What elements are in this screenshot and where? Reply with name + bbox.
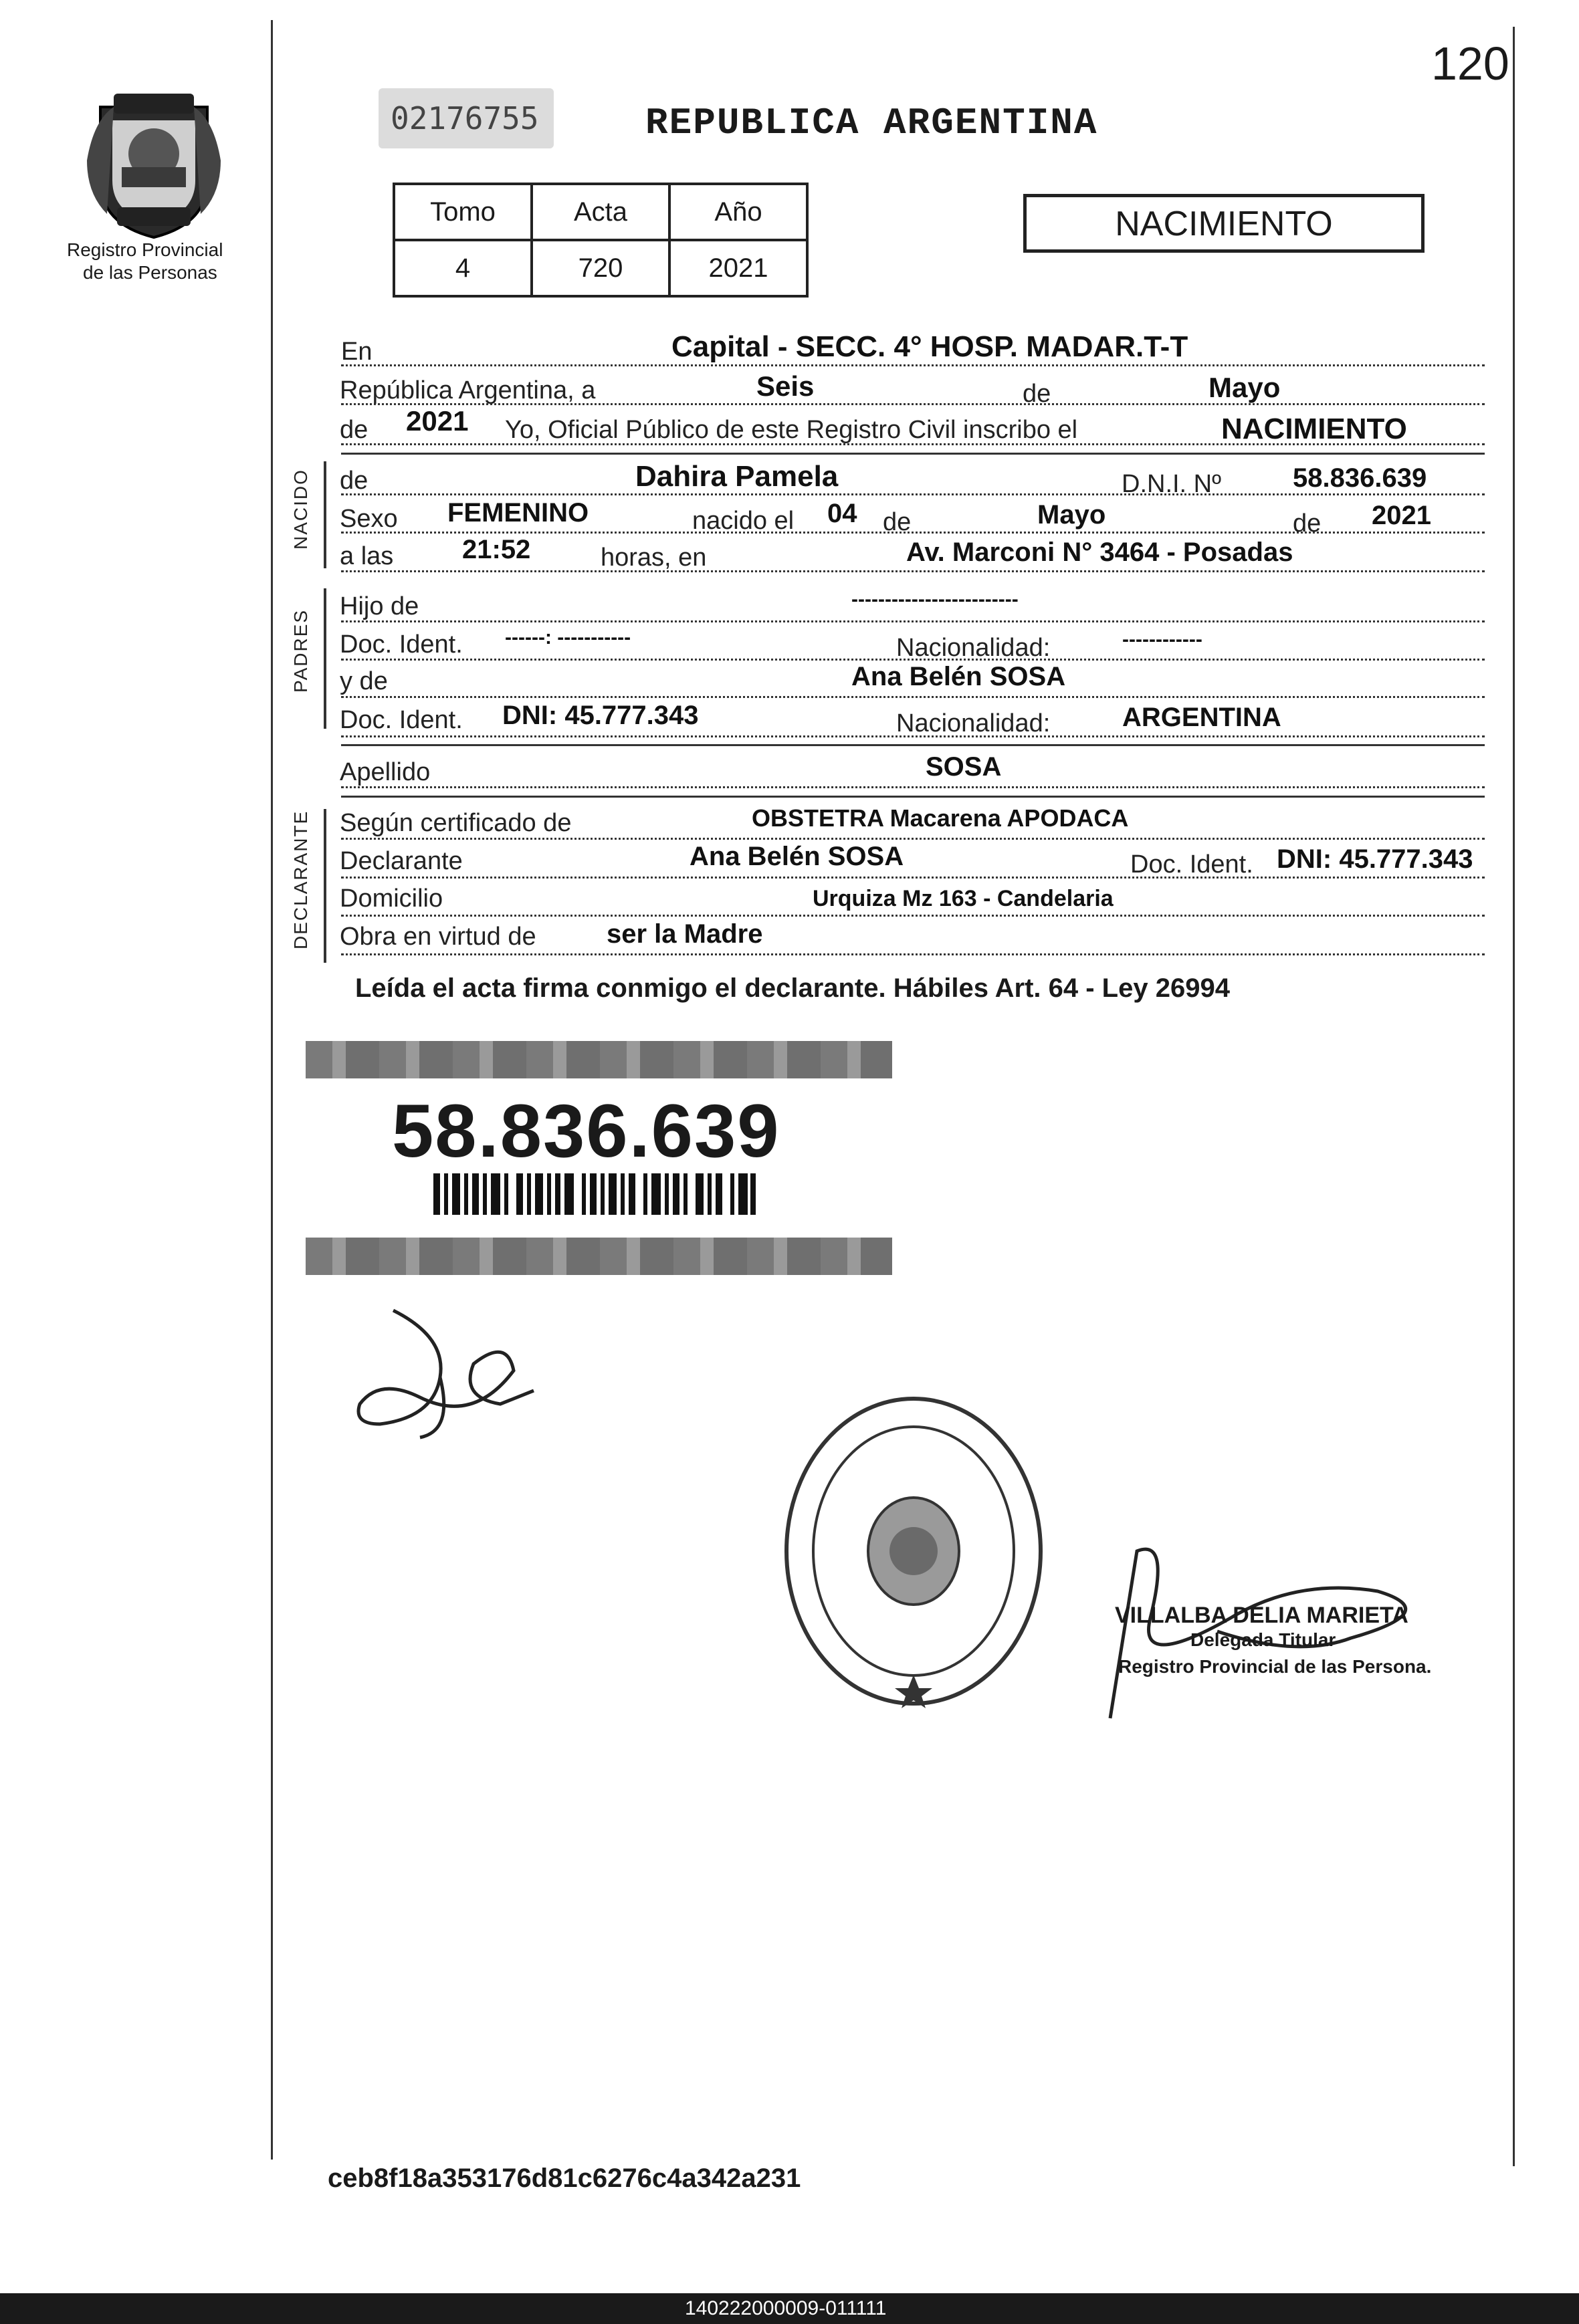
apellido-value: SOSA xyxy=(926,752,1002,782)
stamp-inner-text xyxy=(0,0,1,1)
registry-header-tomo: Tomo xyxy=(394,184,532,240)
en-value: Capital - SECC. 4° HOSP. MADAR.T-T xyxy=(671,330,1188,363)
obra-label: Obra en virtud de xyxy=(340,923,536,951)
act-type-box xyxy=(1023,194,1425,253)
cert-value: OBSTETRA Macarena APODACA xyxy=(752,804,1129,832)
madre-nombre: Ana Belén SOSA xyxy=(851,662,1066,691)
horas-label: horas, en xyxy=(601,544,707,572)
padre-nac: ------------ xyxy=(1122,628,1202,651)
page-number: 120 xyxy=(1431,37,1509,90)
anio-value: 2021 xyxy=(406,405,469,437)
barcode xyxy=(433,1173,756,1215)
registry-table xyxy=(393,183,809,298)
dia-value: Seis xyxy=(756,370,815,402)
registry-header-anio: Año xyxy=(669,184,807,240)
nacido-row3-line xyxy=(341,570,1485,572)
delegation-stamp xyxy=(781,1394,1046,1708)
decl-nombre: Ana Belén SOSA xyxy=(690,842,904,871)
dni-label: D.N.I. Nº xyxy=(1122,470,1221,498)
registry-value-acta: 720 xyxy=(532,240,669,296)
signature-icon xyxy=(340,1297,554,1451)
en-label: En xyxy=(341,338,373,366)
declarante-section-label: DECLARANTE xyxy=(290,810,311,949)
right-margin-line xyxy=(1513,27,1515,2166)
sticker-band-bottom xyxy=(306,1238,892,1275)
yde-label: y de xyxy=(340,667,388,695)
sexo-value: FEMENINO xyxy=(447,498,589,528)
padre-doc-label: Doc. Ident. xyxy=(340,630,463,659)
barcode-icon xyxy=(433,1173,756,1215)
nacido-bar xyxy=(324,461,326,568)
decl-doc-label: Doc. Ident. xyxy=(1130,850,1253,879)
row-en-line xyxy=(341,364,1485,366)
stamp-icon xyxy=(781,1394,1046,1708)
registry-value-tomo: 4 xyxy=(394,240,532,296)
de-label: de xyxy=(1023,380,1051,408)
sexo-label: Sexo xyxy=(340,505,398,533)
serial-number xyxy=(379,88,554,148)
nacido-mes: Mayo xyxy=(1037,500,1106,530)
republica-label: República Argentina, a xyxy=(340,376,596,404)
alas-label: a las xyxy=(340,542,394,570)
logo-caption-1: Registro Provincial xyxy=(67,239,223,260)
domicilio-value: Urquiza Mz 163 - Candelaria xyxy=(813,886,1114,911)
footer-code: 140222000009-011111 xyxy=(685,2297,887,2319)
nacido-dni: 58.836.639 xyxy=(1293,463,1427,493)
page-title: REPUBLICA ARGENTINA xyxy=(645,102,1098,144)
nacido-de-label-2: de xyxy=(883,508,912,536)
decl-row2-line xyxy=(341,877,1485,879)
acto-value: NACIMIENTO xyxy=(1221,413,1407,445)
declarante-bar xyxy=(324,809,326,963)
dni-sticker-number: 58.836.639 xyxy=(392,1089,780,1173)
hijo-label: Hijo de xyxy=(340,592,419,620)
padre-nac-label: Nacionalidad: xyxy=(896,634,1051,662)
nacido-lugar: Av. Marconi N° 3464 - Posadas xyxy=(906,538,1293,567)
decl-row1-line xyxy=(341,838,1485,840)
madre-doc-label: Doc. Ident. xyxy=(340,706,463,734)
decl-doc: DNI: 45.777.343 xyxy=(1277,844,1473,874)
padre-doc: ------: ----------- xyxy=(505,626,631,649)
signatory-office: Registro Provincial de las Persona. xyxy=(1118,1656,1432,1677)
signatory-name: VILLALBA DELIA MARIETA xyxy=(1115,1603,1408,1628)
dom-label: Domicilio xyxy=(340,885,443,913)
mes-value: Mayo xyxy=(1208,372,1281,403)
apellido-line xyxy=(341,786,1485,788)
nacido-hora: 21:52 xyxy=(462,535,531,564)
signatory-role: Delegada Titular xyxy=(1190,1629,1336,1650)
apellido-label: Apellido xyxy=(340,758,431,786)
header-divider xyxy=(341,453,1485,455)
decl-row3-line xyxy=(341,915,1485,917)
act-type-label: NACIMIENTO xyxy=(1115,205,1333,243)
padres-row1-line xyxy=(341,620,1485,622)
decl-row4-line xyxy=(341,953,1485,955)
padres-row3-line xyxy=(341,696,1485,698)
footer-bar xyxy=(0,2293,1579,2324)
serial-text: 02176755 xyxy=(391,100,539,136)
nacido-row1-line xyxy=(341,493,1485,495)
sticker-band-top xyxy=(306,1041,892,1078)
madre-nac: ARGENTINA xyxy=(1122,703,1281,732)
logo-caption-2: de las Personas xyxy=(83,262,217,283)
nacido-dia: 04 xyxy=(827,499,857,528)
registry-value-anio: 2021 xyxy=(669,240,807,296)
obra-value: ser la Madre xyxy=(607,919,763,949)
oficial-label: Yo, Oficial Público de este Registro Civil inscribo el xyxy=(505,416,1078,444)
registry-header-acta: Acta xyxy=(532,184,669,240)
nacido-section-label: NACIDO xyxy=(290,469,311,550)
madre-nac-label: Nacionalidad: xyxy=(896,709,1051,737)
padres-bar xyxy=(324,588,326,729)
madre-doc: DNI: 45.777.343 xyxy=(502,701,699,730)
apellido-divider xyxy=(341,796,1485,798)
padres-section-label: PADRES xyxy=(290,608,311,693)
de2-label: de xyxy=(340,416,369,444)
nacido-el-label: nacido el xyxy=(692,507,795,535)
document-hash: ceb8f18a353176d81c6276c4a342a231 xyxy=(328,2164,801,2193)
misiones-seal-icon xyxy=(80,80,227,241)
official-signature xyxy=(340,1297,554,1451)
padre-nombre: ------------------------- xyxy=(851,588,1019,610)
left-margin-line xyxy=(271,20,273,2160)
nacido-name: Dahira Pamela xyxy=(635,460,839,493)
nacido-anio: 2021 xyxy=(1372,501,1431,530)
nacido-de-label: de xyxy=(340,467,369,495)
padres-divider xyxy=(341,744,1485,746)
cert-label: Según certificado de xyxy=(340,809,572,837)
nacido-de-label-3: de xyxy=(1293,509,1322,538)
province-logo xyxy=(80,80,227,241)
closing-text: Leída el acta firma conmigo el declarante. Hábiles Art. 64 - Ley 26994 xyxy=(355,973,1230,1003)
decl-label: Declarante xyxy=(340,847,463,875)
